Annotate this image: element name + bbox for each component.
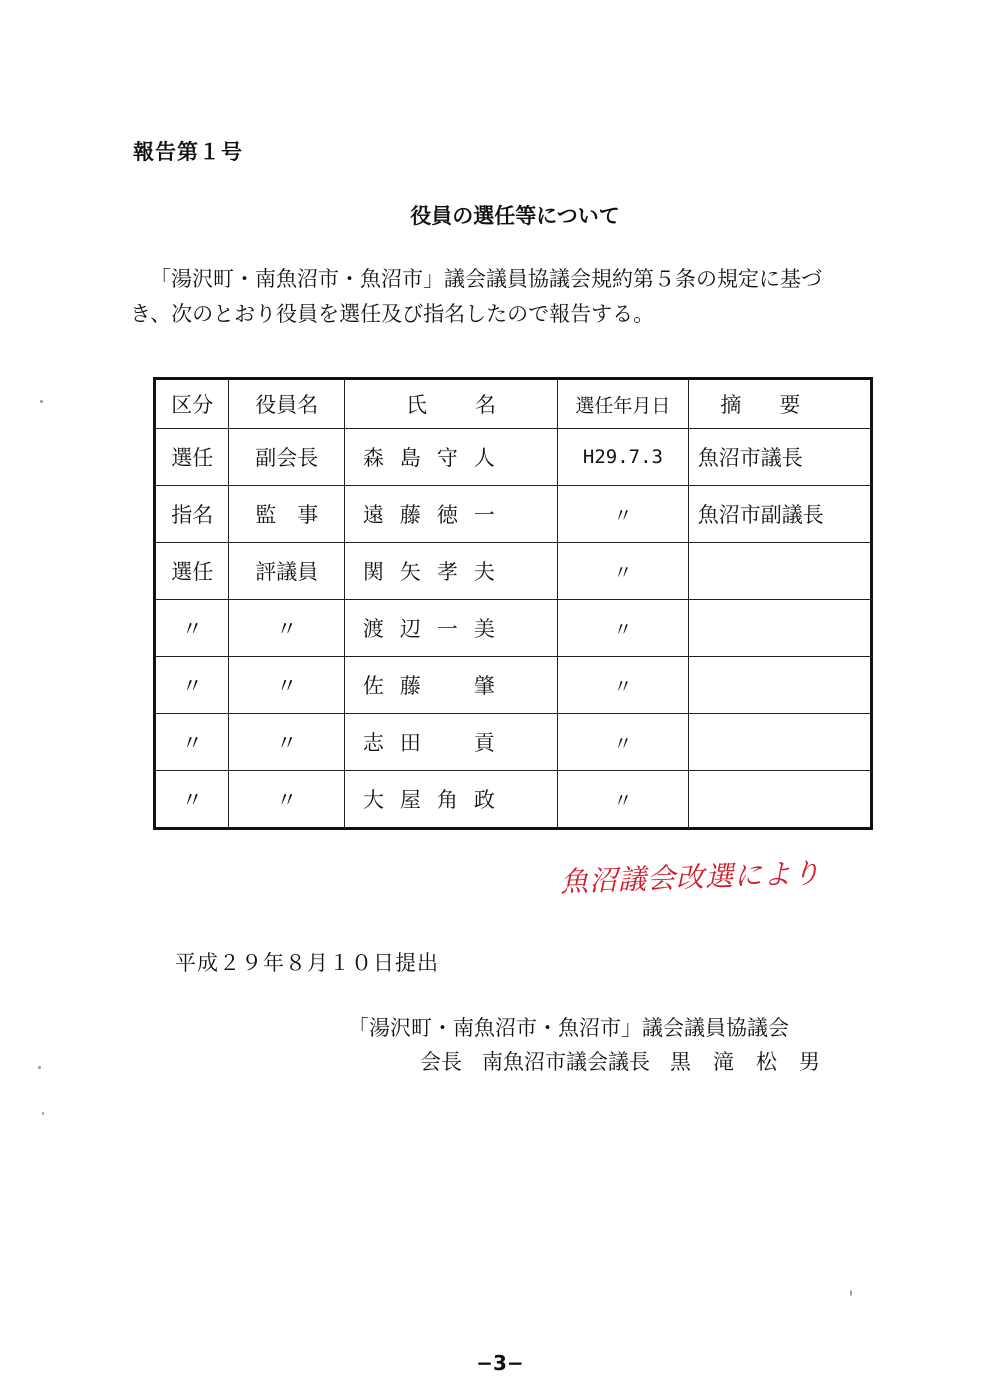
header-note: 摘要 (688, 379, 871, 429)
signer-role: 会長 (420, 1050, 462, 1074)
cell-note (688, 657, 871, 714)
cell-kubun: 選任 (155, 429, 229, 486)
body-paragraph (130, 262, 910, 332)
cell-role: 〃 (229, 714, 344, 771)
cell-name: 佐藤 肇 (344, 657, 557, 714)
table-row (155, 429, 872, 486)
cell-note (688, 771, 871, 829)
table-row (155, 543, 872, 600)
header-kubun: 区分 (155, 379, 229, 429)
signer-title: 南魚沼市議会議長 (482, 1050, 650, 1074)
header-date: 選任年月日 (558, 379, 689, 429)
submission-date: 平成２９年８月１０日提出 (175, 951, 439, 975)
body-line-1: 「湯沢町・南魚沼市・魚沼市」議会議員協議会規約第５条の規定に基づ (150, 267, 822, 291)
cell-role: 監 事 (229, 486, 344, 543)
cell-note (688, 543, 871, 600)
cell-note: 魚沼市議長 (688, 429, 871, 486)
cell-name: 志田 貢 (344, 714, 557, 771)
cell-date: 〃 (558, 771, 689, 829)
cell-note (688, 714, 871, 771)
header-name: 氏名 (344, 379, 557, 429)
table-row (155, 486, 872, 543)
cell-role: 〃 (229, 657, 344, 714)
page-number: −3− (476, 1351, 524, 1375)
cell-name: 渡辺一美 (344, 600, 557, 657)
cell-name: 森島守人 (344, 429, 557, 486)
document-title: 役員の選任等について (410, 204, 620, 228)
scan-speck (40, 400, 43, 403)
cell-role: 〃 (229, 600, 344, 657)
scan-speck (850, 1290, 852, 1296)
cell-note (688, 600, 871, 657)
cell-kubun: 〃 (155, 657, 229, 714)
table-row (155, 771, 872, 829)
cell-kubun: 〃 (155, 771, 229, 829)
signer-name: 黒滝松男 (670, 1050, 842, 1074)
body-line-2: き、次のとおり役員を選任及び指名したので報告する。 (130, 302, 655, 326)
cell-name: 遠藤徳一 (344, 486, 557, 543)
table-header-row (155, 379, 872, 429)
cell-role: 副会長 (229, 429, 344, 486)
cell-kubun: 〃 (155, 600, 229, 657)
signer-line (420, 1046, 842, 1076)
cell-date: 〃 (558, 600, 689, 657)
cell-role: 〃 (229, 771, 344, 829)
cell-date: 〃 (558, 714, 689, 771)
cell-name: 関矢孝夫 (344, 543, 557, 600)
cell-date: 〃 (558, 543, 689, 600)
cell-kubun: 選任 (155, 543, 229, 600)
scan-speck (38, 1066, 41, 1069)
cell-note: 魚沼市副議長 (688, 486, 871, 543)
cell-date: 〃 (558, 657, 689, 714)
scan-speck (42, 1112, 44, 1115)
cell-kubun: 〃 (155, 714, 229, 771)
table-row (155, 657, 872, 714)
cell-kubun: 指名 (155, 486, 229, 543)
handwritten-annotation: 魚沼議会改選により (559, 856, 822, 899)
cell-date: H29.7.3 (558, 429, 689, 486)
report-number: 報告第１号 (133, 140, 243, 164)
cell-date: 〃 (558, 486, 689, 543)
table-row (155, 714, 872, 771)
cell-role: 評議員 (229, 543, 344, 600)
header-role: 役員名 (229, 379, 344, 429)
table-row (155, 600, 872, 657)
cell-name: 大屋角政 (344, 771, 557, 829)
officers-table (153, 377, 873, 830)
organization-name: 「湯沢町・南魚沼市・魚沼市」議会議員協議会 (348, 1016, 789, 1040)
